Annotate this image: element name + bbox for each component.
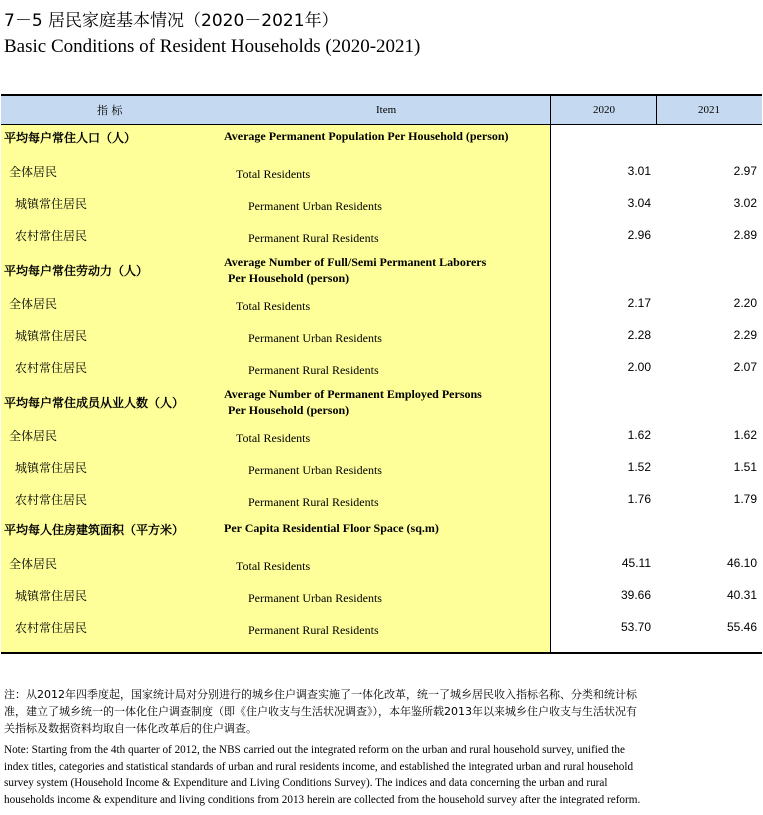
column-divider [550, 125, 551, 653]
row-label-en: Permanent Rural Residents [248, 623, 379, 637]
section-label-en: Per Household (person) [228, 403, 350, 417]
row-label-cn: 全体居民 [9, 429, 58, 443]
note-cn-line: 注：从2012年四季度起，国家统计局对分别进行的城乡住户调查实施了一体化改革，统一了城乡居民收入指标名称、分类和统计标 [4, 688, 637, 701]
row-label-cn: 农村常住居民 [15, 229, 88, 243]
table-bottom-rule [1, 652, 762, 654]
value-2020: 2.96 [627, 228, 651, 242]
note-en-line: survey system (Household Income & Expenditure and Living Conditions Survey). The indices and data concerning the urban and rural [4, 777, 608, 789]
row-label-cn: 城镇常住居民 [15, 197, 88, 211]
note-english [4, 742, 760, 808]
value-2020: 45.11 [621, 556, 651, 570]
section-label-cn: 平均每户常住人口（人） [4, 131, 137, 145]
row-label-en: Permanent Rural Residents [248, 363, 379, 377]
value-2021: 2.29 [733, 328, 757, 342]
value-2020: 39.66 [620, 588, 651, 602]
table-body [1, 125, 762, 653]
value-2020: 2.00 [627, 360, 651, 374]
row-label-cn: 农村常住居民 [15, 621, 88, 635]
row-label-cn: 全体居民 [9, 557, 58, 571]
value-2021: 1.62 [733, 428, 757, 442]
value-2020: 3.04 [627, 196, 651, 210]
row-label-cn: 城镇常住居民 [15, 461, 88, 475]
value-2020: 2.28 [627, 328, 651, 342]
note-en-line: Note: Starting from the 4th quarter of 2012, the NBS carried out the integrated reform on the urban and rural household survey, unified the [4, 744, 625, 756]
header-divider [550, 96, 551, 125]
header-year-2021: 2021 [698, 104, 720, 116]
row-label-en: Total Residents [236, 559, 311, 573]
data-table [1, 94, 762, 654]
value-2020: 1.76 [627, 492, 651, 506]
value-2021: 2.97 [733, 164, 757, 178]
row-label-en: Permanent Rural Residents [248, 495, 379, 509]
row-label-cn: 全体居民 [9, 297, 58, 311]
section-label-en: Average Number of Permanent Employed Persons [224, 387, 482, 401]
table-header [1, 94, 762, 125]
section-label-en: Per Capita Residential Floor Space (sq.m) [224, 521, 439, 535]
value-2021: 2.20 [733, 296, 757, 310]
row-label-cn: 城镇常住居民 [15, 329, 88, 343]
value-2021: 1.79 [733, 492, 757, 506]
section-label-en: Per Household (person) [228, 271, 350, 285]
section-label-cn: 平均每户常住成员从业人数（人） [4, 396, 185, 410]
note-cn-line: 关指标及数据资料均取自一体化改革后的住户调查。 [4, 722, 257, 735]
value-2020: 1.52 [627, 460, 651, 474]
row-label-en: Total Residents [236, 167, 311, 181]
note-chinese [4, 686, 760, 737]
page-title-cn: 7－5 居民家庭基本情况（2020－2021年） [4, 11, 339, 31]
value-2021: 1.51 [733, 460, 757, 474]
page-title-en: Basic Conditions of Resident Households (2020-2021) [4, 36, 421, 57]
row-label-cn: 农村常住居民 [15, 361, 88, 375]
row-label-en: Permanent Urban Residents [248, 331, 382, 345]
value-2020: 3.01 [627, 164, 651, 178]
note-cn-line: 准，建立了城乡统一的一体化住户调查制度（即《住户收支与生活状况调查》），本年鉴所载2013年以来城乡住户收支与生活状况有 [4, 705, 637, 718]
row-label-cn: 农村常住居民 [15, 493, 88, 507]
section-label-en: Average Permanent Population Per Household (person) [224, 129, 509, 143]
header-year-2020: 2020 [593, 104, 615, 116]
row-label-en: Total Residents [236, 299, 311, 313]
value-2020: 1.62 [627, 428, 651, 442]
value-2021: 55.46 [726, 620, 757, 634]
value-2020: 2.17 [627, 296, 651, 310]
value-2020: 53.70 [620, 620, 651, 634]
row-label-en: Permanent Urban Residents [248, 199, 382, 213]
value-2021: 46.10 [726, 556, 757, 570]
note-en-line: index titles, categories and statistical standards of urban and rural residents income, and established the integrated urban and rural household [4, 760, 634, 773]
row-label-en: Permanent Rural Residents [248, 231, 379, 245]
value-2021: 40.31 [726, 588, 757, 602]
row-label-en: Total Residents [236, 431, 311, 445]
value-2021: 2.07 [733, 360, 757, 374]
header-item: Item [376, 104, 397, 116]
row-label-cn: 城镇常住居民 [15, 589, 88, 603]
header-divider [656, 96, 657, 125]
section-label-en: Average Number of Full/Semi Permanent Laborers [224, 255, 487, 269]
section-label-cn: 平均每户常住劳动力（人） [4, 264, 149, 278]
header-indicator: 指 标 [97, 104, 123, 117]
row-label-en: Permanent Urban Residents [248, 463, 382, 477]
row-label-cn: 全体居民 [9, 165, 58, 179]
note-en-line: households income & expenditure and living conditions from 2013 herein are collected from the household survey after the integrated reform. [4, 793, 641, 806]
value-2021: 3.02 [733, 196, 757, 210]
value-2021: 2.89 [733, 228, 757, 242]
section-label-cn: 平均每人住房建筑面积（平方米） [4, 523, 185, 537]
row-label-en: Permanent Urban Residents [248, 591, 382, 605]
